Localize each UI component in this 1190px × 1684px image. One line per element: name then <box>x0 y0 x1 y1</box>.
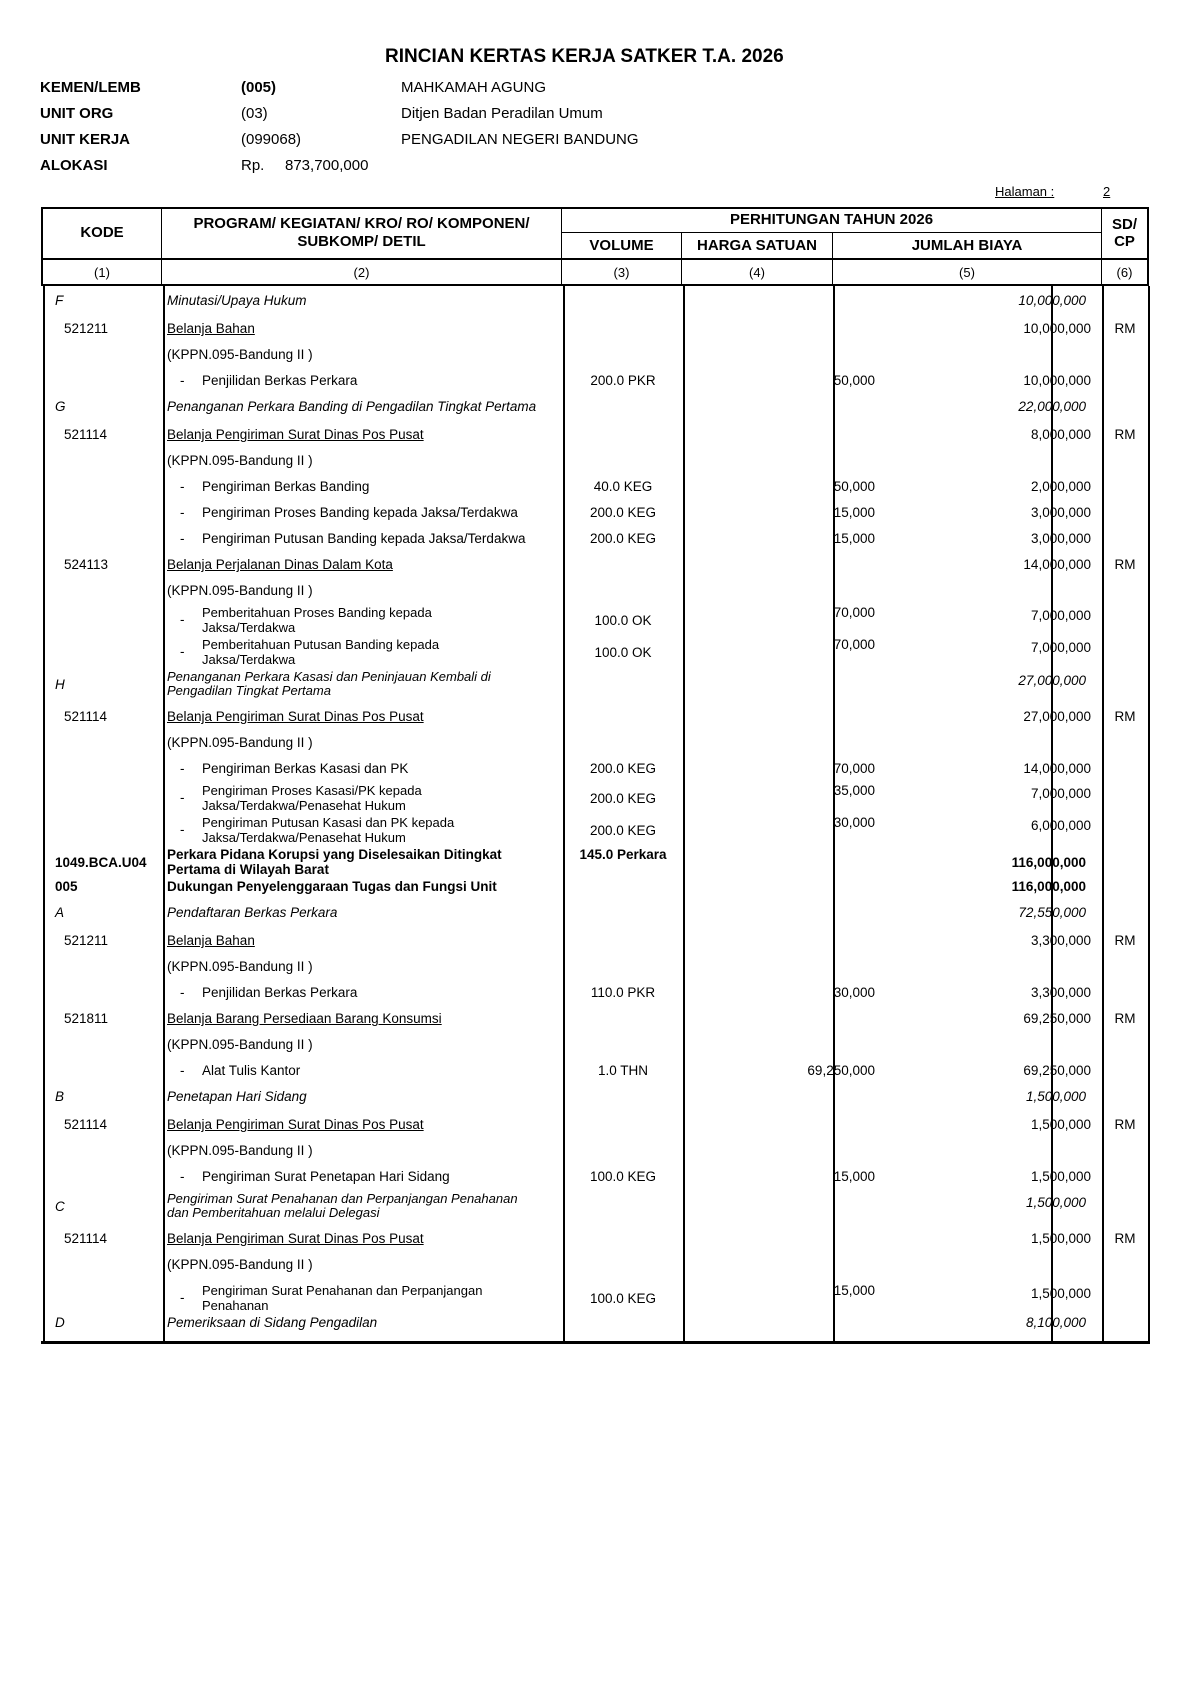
info-currency-alokasi: Rp. <box>241 157 265 174</box>
info-label-unit-kerja: UNIT KERJA <box>40 131 131 148</box>
description-text: Pengiriman Putusan Kasasi dan PK kepada <box>202 815 455 830</box>
description-cell <box>167 1315 377 1330</box>
jumlah-biaya-cell: 7,000,000 <box>1030 786 1091 801</box>
kode-cell: 521211 <box>64 321 109 336</box>
description-text: Pemeriksaan di Sidang Pengadilan <box>167 1315 378 1330</box>
description-text: Minutasi/Upaya Hukum <box>167 293 307 308</box>
jumlah-biaya-cell: 69,250,000 <box>1023 1011 1091 1026</box>
volume-cell: 200.0 KEG <box>589 761 657 776</box>
description-text: Penanganan Perkara Banding di Pengadilan Tingkat Pertama <box>167 399 537 414</box>
description-cell <box>167 905 337 920</box>
bullet-dash: - <box>180 1063 185 1078</box>
description-cell <box>167 321 255 336</box>
header-volume: VOLUME <box>589 237 654 254</box>
description-text: Belanja Pengiriman Surat Dinas Pos Pusat <box>167 1117 424 1132</box>
description-text: (KPPN.095-Bandung II ) <box>167 735 313 750</box>
col-number-4: (4) <box>749 265 765 280</box>
header-program-line2: SUBKOMP/ DETIL <box>297 233 426 250</box>
bullet-dash: - <box>180 761 185 776</box>
description-text: (KPPN.095-Bandung II ) <box>167 347 313 362</box>
description-text: (KPPN.095-Bandung II ) <box>167 453 313 468</box>
description-text: Belanja Pengiriman Surat Dinas Pos Pusat <box>167 709 424 724</box>
volume-cell: 200.0 KEG <box>589 823 657 838</box>
description-text: Pengiriman Proses Banding kepada Jaksa/Terdakwa <box>202 505 518 520</box>
harga-satuan-cell: 50,000 <box>833 479 875 494</box>
description-text-line2: Jaksa/Terdakwa <box>202 652 296 667</box>
jumlah-biaya-cell: 1,500,000 <box>1025 1089 1086 1104</box>
header-sdcp-line1: SD/ <box>1111 216 1137 233</box>
description-text: Belanja Bahan <box>167 321 255 336</box>
kode-cell: D <box>55 1315 65 1330</box>
description-text: Pemberitahuan Putusan Banding kepada <box>202 637 440 652</box>
info-name-unit-kerja: PENGADILAN NEGERI BANDUNG <box>401 131 639 148</box>
description-text: (KPPN.095-Bandung II ) <box>167 1143 313 1158</box>
volume-cell: 200.0 KEG <box>589 505 657 520</box>
kode-cell: F <box>55 293 64 308</box>
description-text: Pengiriman Surat Penahanan dan Perpanjangan Penahanan <box>167 1191 518 1206</box>
description-text: Belanja Pengiriman Surat Dinas Pos Pusat <box>167 427 424 442</box>
description-cell <box>167 959 313 974</box>
document-title: RINCIAN KERTAS KERJA SATKER T.A. 2026 <box>385 46 784 67</box>
jumlah-biaya-cell: 7,000,000 <box>1030 640 1091 655</box>
jumlah-biaya-cell: 3,300,000 <box>1030 933 1091 948</box>
harga-satuan-cell: 69,250,000 <box>807 1063 875 1078</box>
description-cell <box>167 847 502 877</box>
jumlah-biaya-cell: 72,550,000 <box>1018 905 1086 920</box>
jumlah-biaya-cell: 116,000,000 <box>1011 855 1086 870</box>
kode-cell: 1049.BCA.U04 <box>55 855 147 870</box>
description-text: Perkara Pidana Korupsi yang Diselesaikan Ditingkat <box>167 847 502 862</box>
description-text-line2: Jaksa/Terdakwa/Penasehat Hukum <box>202 798 406 813</box>
info-label-kemen: KEMEN/LEMB <box>40 79 141 96</box>
header-program-line1: PROGRAM/ KEGIATAN/ KRO/ RO/ KOMPONEN/ <box>193 215 530 232</box>
jumlah-biaya-cell: 10,000,000 <box>1023 373 1091 388</box>
description-text: Penetapan Hari Sidang <box>167 1089 307 1104</box>
description-text: Belanja Pengiriman Surat Dinas Pos Pusat <box>167 1231 424 1246</box>
info-name-unit-org: Ditjen Badan Peradilan Umum <box>401 105 603 122</box>
info-value-alokasi: 873,700,000 <box>285 157 369 174</box>
volume-cell: 145.0 Perkara <box>579 847 667 862</box>
info-name-kemen: MAHKAMAH AGUNG <box>401 79 547 96</box>
volume-cell: 1.0 THN <box>597 1063 649 1078</box>
col-number-5: (5) <box>959 265 975 280</box>
bullet-dash: - <box>180 644 185 659</box>
header-jumlah-biaya: JUMLAH BIAYA <box>911 237 1023 254</box>
jumlah-biaya-cell: 8,000,000 <box>1030 427 1091 442</box>
jumlah-biaya-cell: 3,000,000 <box>1030 531 1091 546</box>
kode-cell: G <box>55 399 66 414</box>
description-cell <box>167 879 497 894</box>
jumlah-biaya-cell: 1,500,000 <box>1030 1117 1091 1132</box>
sdcp-cell: RM <box>1114 1011 1136 1026</box>
jumlah-biaya-cell: 116,000,000 <box>1011 879 1086 894</box>
description-text: Belanja Barang Persediaan Barang Konsumsi <box>167 1011 442 1026</box>
description-text: Dukungan Penyelenggaraan Tugas dan Fungsi Unit <box>167 879 497 894</box>
description-cell <box>167 669 491 698</box>
sdcp-cell: RM <box>1114 427 1136 442</box>
description-text: (KPPN.095-Bandung II ) <box>167 959 313 974</box>
description-text: Pengiriman Berkas Banding <box>202 479 370 494</box>
info-code-kemen: (005) <box>241 79 277 96</box>
description-text: Belanja Perjalanan Dinas Dalam Kota <box>167 557 393 572</box>
description-text-line2: Pertama di Wilayah Barat <box>167 862 329 877</box>
kode-cell: 521114 <box>64 427 108 442</box>
bullet-dash: - <box>180 373 185 388</box>
description-text: Penanganan Perkara Kasasi dan Peninjauan Kembali di <box>167 669 491 684</box>
jumlah-biaya-cell: 8,100,000 <box>1025 1315 1086 1330</box>
description-text: Belanja Bahan <box>167 933 255 948</box>
jumlah-biaya-cell: 27,000,000 <box>1018 673 1086 688</box>
jumlah-biaya-cell: 7,000,000 <box>1030 608 1091 623</box>
header-harga-satuan: HARGA SATUAN <box>697 237 817 254</box>
header-kode: KODE <box>80 224 124 241</box>
description-text: (KPPN.095-Bandung II ) <box>167 1257 313 1272</box>
harga-satuan-cell: 15,000 <box>833 1169 875 1184</box>
description-cell <box>167 1257 313 1272</box>
description-cell <box>167 735 313 750</box>
jumlah-biaya-cell: 3,000,000 <box>1030 505 1091 520</box>
kode-cell: H <box>55 677 65 692</box>
harga-satuan-cell: 70,000 <box>833 637 875 652</box>
description-cell <box>167 427 424 442</box>
bullet-dash: - <box>180 505 185 520</box>
description-text-line2: Penahanan <box>202 1298 269 1313</box>
volume-cell: 100.0 KEG <box>589 1291 657 1306</box>
description-cell <box>167 1037 313 1052</box>
header-perhitungan: PERHITUNGAN TAHUN 2026 <box>729 211 934 228</box>
description-text: Penjilidan Berkas Perkara <box>202 373 358 388</box>
description-text-line2: Jaksa/Terdakwa <box>202 620 296 635</box>
description-text: Penjilidan Berkas Perkara <box>202 985 358 1000</box>
harga-satuan-cell: 15,000 <box>833 531 875 546</box>
harga-satuan-cell: 70,000 <box>833 761 875 776</box>
description-cell <box>167 557 393 572</box>
info-code-unit-kerja: (099068) <box>241 131 302 148</box>
jumlah-biaya-cell: 6,000,000 <box>1030 818 1091 833</box>
header-sdcp-line2: CP <box>1114 233 1135 250</box>
sdcp-cell: RM <box>1114 1231 1136 1246</box>
description-cell <box>167 1191 518 1220</box>
bullet-dash: - <box>180 1290 185 1305</box>
volume-cell: 100.0 OK <box>594 645 652 660</box>
bullet-dash: - <box>180 790 185 805</box>
col-number-2: (2) <box>353 265 370 280</box>
harga-satuan-cell: 30,000 <box>833 815 875 830</box>
sdcp-cell: RM <box>1114 1117 1136 1132</box>
description-cell <box>167 399 536 414</box>
jumlah-biaya-cell: 14,000,000 <box>1023 557 1091 572</box>
volume-cell: 200.0 PKR <box>590 373 656 388</box>
description-text: Pengiriman Berkas Kasasi dan PK <box>202 761 409 776</box>
col-number-6: (6) <box>1116 265 1133 280</box>
jumlah-biaya-cell: 1,500,000 <box>1030 1286 1091 1301</box>
kode-cell: 005 <box>55 879 78 894</box>
sdcp-cell: RM <box>1114 321 1136 336</box>
jumlah-biaya-cell: 27,000,000 <box>1023 709 1091 724</box>
page-label: Halaman : <box>995 184 1055 199</box>
jumlah-biaya-cell: 14,000,000 <box>1023 761 1091 776</box>
harga-satuan-cell: 30,000 <box>833 985 875 1000</box>
harga-satuan-cell: 35,000 <box>833 783 875 798</box>
description-cell <box>167 1011 442 1026</box>
description-cell <box>167 347 313 362</box>
jumlah-biaya-cell: 3,300,000 <box>1030 985 1091 1000</box>
jumlah-biaya-cell: 1,500,000 <box>1030 1231 1091 1246</box>
volume-cell: 40.0 KEG <box>593 479 653 494</box>
description-text: Pengiriman Putusan Banding kepada Jaksa/Terdakwa <box>202 531 526 546</box>
bullet-dash: - <box>180 822 185 837</box>
harga-satuan-cell: 15,000 <box>833 505 875 520</box>
kode-cell: A <box>55 905 65 920</box>
info-label-alokasi: ALOKASI <box>40 157 108 174</box>
description-text: Alat Tulis Kantor <box>202 1063 301 1078</box>
bullet-dash: - <box>180 612 185 627</box>
info-label-unit-org: UNIT ORG <box>40 105 114 122</box>
bullet-dash: - <box>180 531 185 546</box>
sdcp-cell: RM <box>1114 557 1136 572</box>
description-text: (KPPN.095-Bandung II ) <box>167 583 313 598</box>
description-text: Pengiriman Surat Penahanan dan Perpanjangan <box>202 1283 483 1298</box>
description-cell <box>167 1231 424 1246</box>
info-code-unit-org: (03) <box>241 105 268 122</box>
kode-cell: 524113 <box>64 557 109 572</box>
bullet-dash: - <box>180 985 185 1000</box>
jumlah-biaya-cell: 10,000,000 <box>1018 293 1086 308</box>
kode-cell: 521811 <box>64 1011 109 1026</box>
description-text-line2: Pengadilan Tingkat Pertama <box>167 683 331 698</box>
description-cell <box>167 1143 313 1158</box>
description-text: Pengiriman Proses Kasasi/PK kepada <box>202 783 422 798</box>
jumlah-biaya-cell: 10,000,000 <box>1023 321 1091 336</box>
harga-satuan-cell: 70,000 <box>833 605 875 620</box>
description-cell <box>167 709 424 724</box>
volume-cell: 110.0 PKR <box>590 985 656 1000</box>
sdcp-cell: RM <box>1114 709 1136 724</box>
volume-cell: 200.0 KEG <box>589 531 657 546</box>
kode-cell: 521114 <box>64 709 108 724</box>
jumlah-biaya-cell: 2,000,000 <box>1030 479 1091 494</box>
description-text: (KPPN.095-Bandung II ) <box>167 1037 313 1052</box>
jumlah-biaya-cell: 22,000,000 <box>1018 399 1086 414</box>
kode-cell: 521114 <box>64 1117 108 1132</box>
jumlah-biaya-cell: 1,500,000 <box>1025 1195 1086 1210</box>
bullet-dash: - <box>180 1169 185 1184</box>
col-number-3: (3) <box>613 265 630 280</box>
description-cell <box>167 1117 424 1132</box>
volume-cell: 100.0 KEG <box>589 1169 657 1184</box>
description-text-line2: dan Pemberitahuan melalui Delegasi <box>167 1205 380 1220</box>
description-text: Pendaftaran Berkas Perkara <box>167 905 338 920</box>
kode-cell: 521211 <box>64 933 109 948</box>
harga-satuan-cell: 50,000 <box>833 373 875 388</box>
page-number: 2 <box>1103 184 1111 199</box>
kode-cell: 521114 <box>64 1231 108 1246</box>
description-cell <box>167 453 313 468</box>
volume-cell: 100.0 OK <box>594 613 652 628</box>
description-cell <box>167 293 307 308</box>
description-cell <box>167 1089 307 1104</box>
volume-cell: 200.0 KEG <box>589 791 657 806</box>
description-cell <box>167 933 255 948</box>
description-text: Pengiriman Surat Penetapan Hari Sidang <box>202 1169 450 1184</box>
bullet-dash: - <box>180 479 185 494</box>
jumlah-biaya-cell: 1,500,000 <box>1030 1169 1091 1184</box>
description-cell <box>167 583 313 598</box>
kode-cell: B <box>55 1089 65 1104</box>
description-text: Pemberitahuan Proses Banding kepada <box>202 605 432 620</box>
sdcp-cell: RM <box>1114 933 1136 948</box>
jumlah-biaya-cell: 69,250,000 <box>1023 1063 1091 1078</box>
col-number-1: (1) <box>94 265 110 280</box>
harga-satuan-cell: 15,000 <box>833 1283 875 1298</box>
description-text-line2: Jaksa/Terdakwa/Penasehat Hukum <box>202 830 406 845</box>
kode-cell: C <box>55 1199 65 1214</box>
